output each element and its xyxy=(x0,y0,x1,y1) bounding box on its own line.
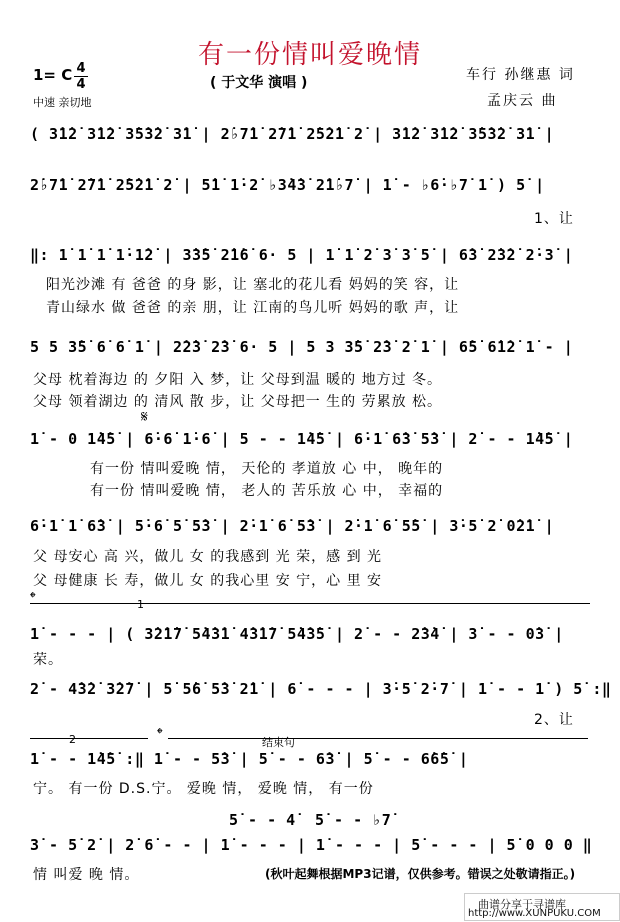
composer-credit: 孟庆云 曲 xyxy=(487,93,558,109)
page-title: 有一份情叫爱晚情 xyxy=(197,40,422,70)
key-signature: 1= C xyxy=(33,66,73,84)
coda-upper-a: 5̇ - - 4̇ xyxy=(229,811,296,829)
singer-credit: ( 于文华 演唱 ) xyxy=(210,75,308,91)
volta-1-label: 1 xyxy=(137,598,144,611)
footer-url[interactable]: http://www.XUNPUKU.COM xyxy=(468,908,601,919)
score-line-9: 1̇ - - 1̇4̇5̇ :‖ 1̇ - - 5̇3̇ | 5̇ - - 6̇3̇ | 5̇ - - 6̇6̇5̇ | xyxy=(30,750,469,768)
time-signature xyxy=(74,62,88,91)
segno-icon: 𝄋 xyxy=(141,407,148,426)
score-line-3: ‖: 1̇ 1̇ 1̇ 1̇·1̇2̇ | 3̇3̇5̇ 2̇1̇6̇ 6· 5 | 1̇ 1̇ 2̇ 3̇ 3̇ 5̇ | 6̇3̇ 2̇3̇2̇ 2̇·3̇ | xyxy=(30,246,574,264)
lyric-line-5a: 有一份 情叫爱晚 情， 天伦的 孝道放 心 中， 晚年的 xyxy=(90,461,444,477)
score-line-5: 1̇ - 0 1̇4̇5̇ | 6̇·6̇ 1̇·6̇ | 5 - - 1̇4̇5̇ | 6̇·1̇ 6̇3̇ 5̇3̇ | 2̇ - - 1̇4̇5̇ | xyxy=(30,430,574,448)
lyric-line-4a: 父母 枕着海边 的 夕阳 入 梦，让 父母到温 暖的 地方过 冬。 xyxy=(33,372,443,388)
volta-2-line xyxy=(30,738,148,739)
score-line-2: 2̇♭7̇1̇ 2̇7̇1̇ 2̇5̇2̇1̇ 2̇ | 5̇1̇ 1̇·2̇ ♭3̇4̇3̇ 2̇1̇♭7̇ | 1̇ - ♭6̇·♭7̇ 1̇ ) 5̇ | xyxy=(30,176,545,194)
score-line-8: 2̇ - 4̇3̇2̇ 3̇2̇7̇ | 5̇ 5̇6̇ 5̇3̇ 2̇1̇ | 6̇ - - - | 3̇·5̇ 2̇·7̇ | 1̇ - - 1̇ ) 5̇ :‖ xyxy=(30,680,612,698)
ending-label: 结束句 xyxy=(262,736,295,749)
coda-upper-b: 5̇ - - ♭7̇ xyxy=(315,811,392,829)
score-line-1: ( 3̇1̇2̇ 3̇1̇2̇ 3̇5̇3̇2̇ 3̇1̇ | 2̇♭7̇1̇ 2̇7̇1̇ 2̇5̇2̇1̇ 2̇ | 3̇1̇2̇ 3̇1̇2̇ 3̇5̇3̇2̇ 3̇1̇ | xyxy=(30,125,555,143)
volta-1-line xyxy=(30,603,590,604)
coda-icon-1: 𝄌 xyxy=(30,588,36,607)
volta-2-label: 2 xyxy=(69,733,76,746)
lyric-line-6a: 父 母安心 高 兴，做儿 女 的我感到 光 荣，感 到 光 xyxy=(33,549,383,565)
lyric-line-9: 宁。 有一份 D.S.宁。 爱晚 情， 爱晚 情， 有一份 xyxy=(33,781,374,797)
lyric-line-5b: 有一份 情叫爱晚 情， 老人的 苦乐放 心 中， 幸福的 xyxy=(90,483,444,499)
lyric-line-8: 2、让 xyxy=(534,712,574,728)
time-top: 4 xyxy=(76,61,86,76)
score-line-4: 5 5 3̇5̇ 6̇ 6̇ 1̇ | 2̇2̇3̇ 2̇3̇ 6· 5 | 5 3 3̇5̇ 2̇3̇ 2̇ 1̇ | 6̇5̇ 6̇1̇2̇ 1̇ - | xyxy=(30,338,574,356)
lyricist-credit: 车行 孙继惠 词 xyxy=(466,67,575,83)
lyric-line-7: 荣。 xyxy=(33,652,63,668)
transcription-note: (秋叶起舞根据MP3记谱，仅供参考。错误之处敬请指正。) xyxy=(265,867,576,881)
coda-icon-2: 𝄌 xyxy=(157,724,163,743)
score-line-10: 3̇ - 5̇ 2̇ | 2̇ 6̇ - - | 1̇ - - - | 1̇ - - - | 5̇ - - - | 5̇ 0 0 0 ‖ xyxy=(30,836,593,854)
score-line-7: 1̇ - - - | ( 3̇2̇1̇7̇ 5̇4̇3̇1̇ 4̇3̇1̇7̇ 5̇4̇3̇5̇ | 2̇ - - 2̇3̇4̇ | 3̇ - - 0̇3̇ | xyxy=(30,625,564,643)
lyric-line-6b: 父 母健康 长 寿，做儿 女 的我心里 安 宁，心 里 安 xyxy=(33,573,383,589)
score-line-6: 6̇·1̇ 1̇ 6̇3̇ | 5̇·6̇ 5̇ 5̇3̇ | 2̇·1̇ 6̇ 5̇3̇ | 2̇·1̇ 6̇ 5̇5̇ | 3̇·5̇ 2̇ 0̇2̇1̇ | xyxy=(30,517,555,535)
lyric-line-4b: 父母 领着湖边 的 清风 散 步，让 父母把一 生的 劳累放 松。 xyxy=(33,394,443,410)
lyric-line-3a: 阳光沙滩 有 爸爸 的身 影，让 塞北的花儿看 妈妈的笑 容，让 xyxy=(46,277,460,293)
tempo-marking: 中速 亲切地 xyxy=(33,96,92,109)
lyric-line-10: 情 叫爱 晚 情。 xyxy=(33,867,140,883)
lyric-line-3b: 青山绿水 做 爸爸 的亲 朋，让 江南的鸟儿听 妈妈的歌 声，让 xyxy=(46,300,460,316)
ending-line xyxy=(168,738,588,739)
lyric-line-2: 1、让 xyxy=(534,211,574,227)
footer-site-label[interactable]: 曲谱分享于寻谱库 xyxy=(478,898,566,911)
time-bottom: 4 xyxy=(76,77,86,92)
